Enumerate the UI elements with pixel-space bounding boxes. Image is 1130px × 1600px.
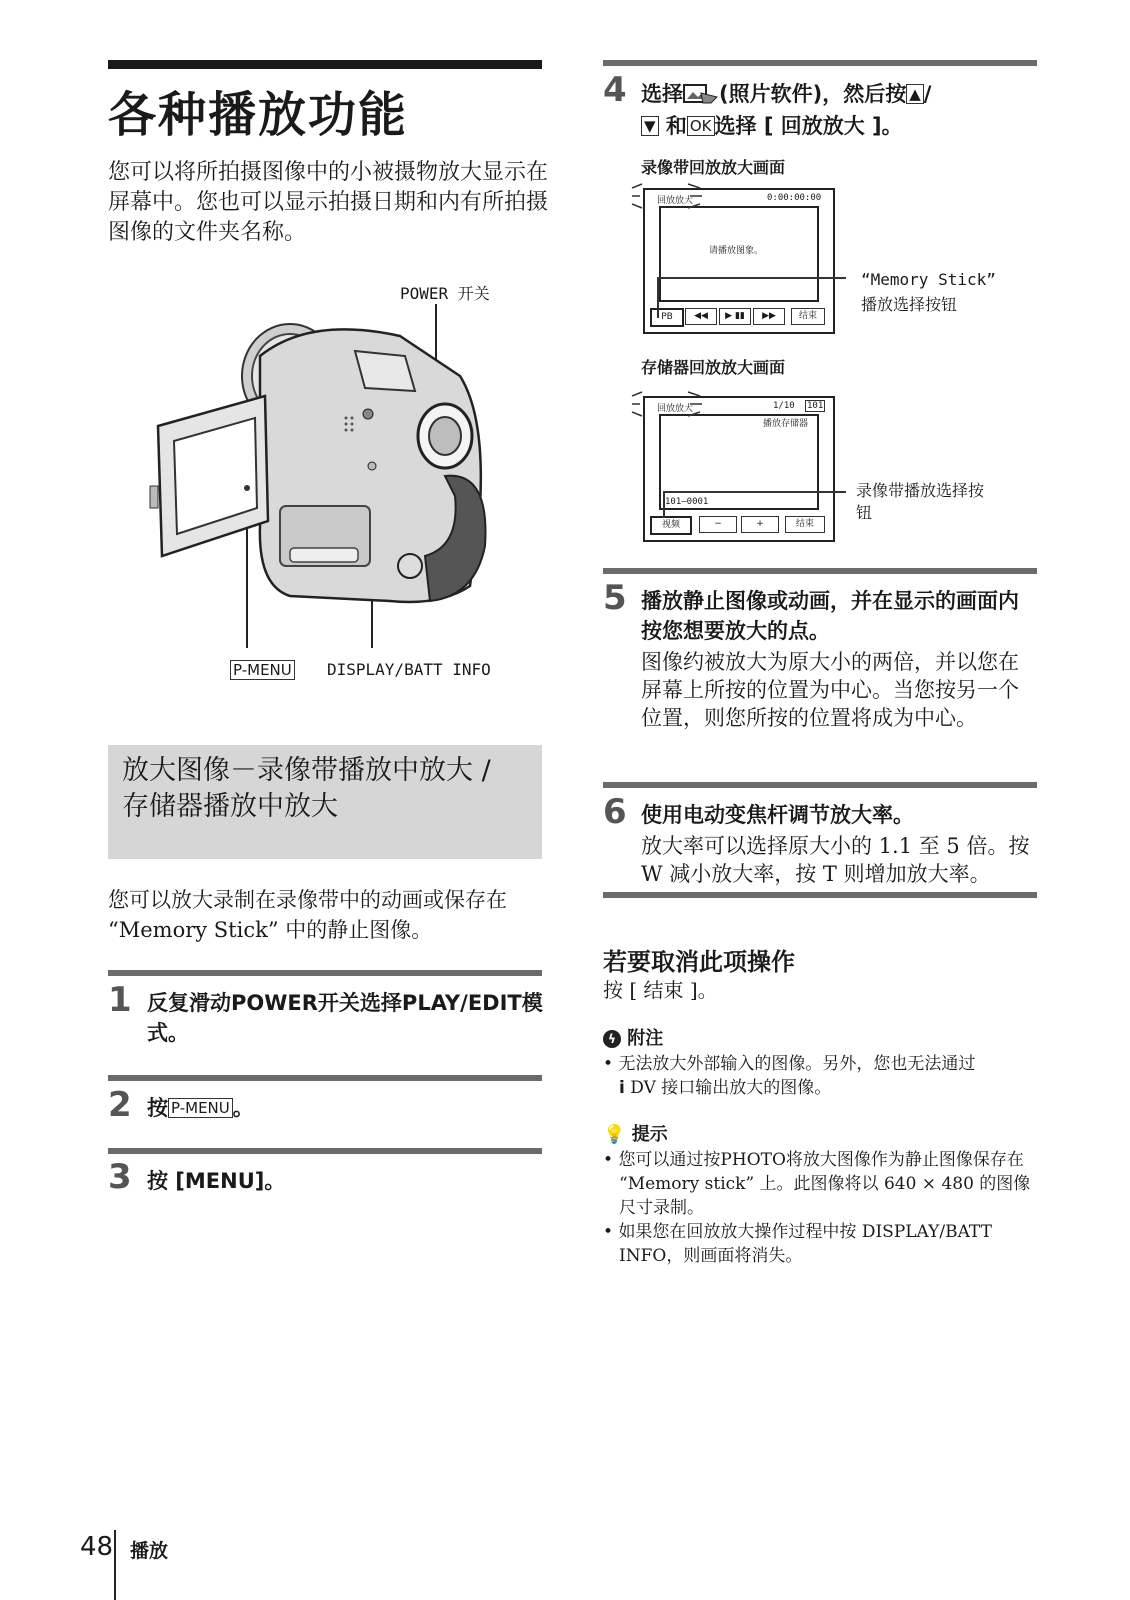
- file-number: 101–0001: [665, 497, 709, 507]
- play-image-message: 请播放图象。: [709, 246, 764, 256]
- step-4-text: [641, 78, 1041, 142]
- section-title-line1: 放大图像－录像带播放中放大 /: [122, 755, 491, 786]
- page-title: 各种播放功能: [108, 87, 409, 143]
- notes-item: • 无法放大外部输入的图像。另外，您也无法通过: [603, 1054, 976, 1074]
- step-rule: [108, 1148, 542, 1154]
- step-3-text: 按 [MENU]。: [147, 1169, 286, 1193]
- notes-list: [603, 1052, 1040, 1100]
- rewind-button[interactable]: ◀◀: [685, 308, 717, 325]
- step-5-body: 图像约被放大为原大小的两倍，并以您在屏幕上所按的位置为中心。当您按另一个位置，则您所按的位置将成为中心。: [641, 650, 1019, 730]
- minus-button[interactable]: −: [699, 516, 737, 533]
- step-1-number: 1: [108, 980, 132, 1020]
- step-2-number: 2: [108, 1085, 132, 1125]
- step-4-pre: 选择: [641, 82, 683, 106]
- ok-key: OK: [687, 116, 715, 136]
- section-intro: 您可以放大录制在录像带中的动画或保存在 “Memory Stick” 中的静止图像。: [108, 888, 507, 942]
- tips-item-text: 您可以通过按PHOTO将放大图像作为静止图像保存在 “Memory stick” 上。此图像将以 640 × 480 的图像尺寸录制。: [618, 1150, 1031, 1218]
- step-rule: [603, 782, 1037, 788]
- display-batt-info-label: DISPLAY/BATT INFO: [327, 660, 491, 679]
- end-button[interactable]: 结束: [791, 308, 825, 325]
- end-button[interactable]: 结束: [785, 516, 825, 533]
- tape-zoom-screen-label: 录像带回放放大画面: [641, 158, 786, 177]
- memory-stick-callout-line1: “Memory Stick”: [861, 270, 996, 289]
- screen2-callout-lines: [630, 388, 860, 538]
- note-icon: ϟ: [603, 1030, 621, 1048]
- step-3-number: 3: [108, 1157, 132, 1197]
- section-title: [122, 753, 542, 825]
- tape-select-callout-line2: 钮: [856, 503, 873, 522]
- lightbulb-icon: 💡: [603, 1124, 626, 1145]
- intro-paragraph: 您可以将所拍摄图像中的小被摄物放大显示在屏幕中。您也可以显示拍摄日期和内有所拍摄图像的文件夹名称。: [108, 160, 549, 245]
- step-2-post: 。: [232, 1096, 254, 1120]
- title-rule: [108, 60, 542, 69]
- step-4-number: 4: [603, 70, 627, 110]
- memory-zoom-screen-label: 存储器回放放大画面: [641, 358, 786, 377]
- notes-item-text: DV 接口输出放大的图像。: [630, 1078, 832, 1098]
- camcorder-illustration: [140, 296, 520, 666]
- step-rule: [603, 892, 1037, 898]
- footer-divider: [114, 1530, 116, 1600]
- tips-heading: [603, 1120, 668, 1146]
- zoom-tag: 回放放大: [657, 196, 694, 206]
- play-pause-button[interactable]: ▶ ▮▮: [719, 308, 751, 325]
- step-5-title: 播放静止图像或动画，并在显示的画面内按您想要放大的点。: [641, 589, 1019, 643]
- notes-heading: [603, 1024, 663, 1050]
- step-5-number: 5: [603, 578, 627, 618]
- tips-item: • 您可以通过按PHOTO将放大图像作为静止图像保存在 “Memory stick” 上。此图像将以 640 × 480 的图像尺寸录制。: [603, 1150, 1031, 1218]
- step-4-mid: (照片软件)，然后按: [719, 82, 907, 106]
- tips-item: • 如果您在回放放大操作过程中按 DISPLAY/BATT INFO，则画面将消失。: [603, 1222, 992, 1266]
- tips-item-text: 如果您在回放放大操作过程中按 DISPLAY/BATT INFO，则画面将消失。: [618, 1222, 992, 1266]
- step-rule: [108, 1075, 542, 1081]
- memory-stick-callout-line2: 播放选择按钮: [861, 295, 958, 314]
- play-memory-message: 播放存储器: [763, 419, 809, 429]
- step-2-text: [147, 1093, 254, 1123]
- image-counter: 1/10: [773, 401, 795, 411]
- notes-item-text: 无法放大外部输入的图像。另外，您也无法通过: [618, 1054, 976, 1074]
- notes-item-cont: [603, 1076, 1040, 1100]
- step-rule: [108, 970, 542, 976]
- step-rule: [603, 568, 1037, 574]
- step-1-text: 反复滑动POWER开关选择PLAY/EDIT模式。: [147, 991, 543, 1045]
- dv-icon: i: [619, 1078, 625, 1098]
- photo-software-icon: [683, 83, 719, 105]
- step-4-post: 选择 [ 回放放大 ]。: [714, 114, 903, 138]
- pmenu-key: P-MENU: [168, 1098, 233, 1118]
- zoom-tag: 回放放大: [657, 404, 694, 414]
- fast-forward-button[interactable]: ▶▶: [753, 308, 785, 325]
- tips-title: 提示: [631, 1124, 668, 1145]
- video-select-button[interactable]: 视频: [650, 516, 692, 535]
- memory-stick-pb-button[interactable]: PB: [650, 308, 684, 327]
- cancel-title: 若要取消此项操作: [603, 948, 795, 976]
- step-4-and: 和: [665, 114, 687, 138]
- page-number: 48: [80, 1532, 114, 1562]
- step-2-pre: 按: [147, 1096, 168, 1120]
- tips-list: [603, 1148, 1040, 1268]
- step-6-number: 6: [603, 792, 627, 832]
- up-arrow-key: ▲: [906, 84, 924, 104]
- pmenu-button-label: P-MENU: [230, 660, 295, 680]
- step-6-title: 使用电动变焦杆调节放大率。: [641, 803, 914, 827]
- folder-number: 101: [807, 401, 824, 411]
- footer-section: 播放: [130, 1540, 169, 1562]
- power-switch-label: POWER 开关: [400, 284, 490, 303]
- cancel-body: 按 [ 结束 ]。: [603, 978, 718, 1002]
- step-6-body: 放大率可以选择原大小的 1.1 至 5 倍。按 W 减小放大率，按 T 则增加放大率。: [641, 834, 1030, 886]
- section-title-line2: 存储器播放中放大: [122, 791, 338, 822]
- timecode: 0:00:00:00: [767, 193, 822, 203]
- step-4-slash: /: [923, 82, 932, 106]
- screen1-callout-lines: [630, 180, 860, 330]
- step-rule: [603, 60, 1037, 66]
- notes-title: 附注: [627, 1028, 664, 1049]
- plus-button[interactable]: +: [741, 516, 779, 533]
- down-arrow-key: ▼: [641, 116, 659, 136]
- tape-select-callout-line1: 录像带播放选择按: [856, 481, 985, 500]
